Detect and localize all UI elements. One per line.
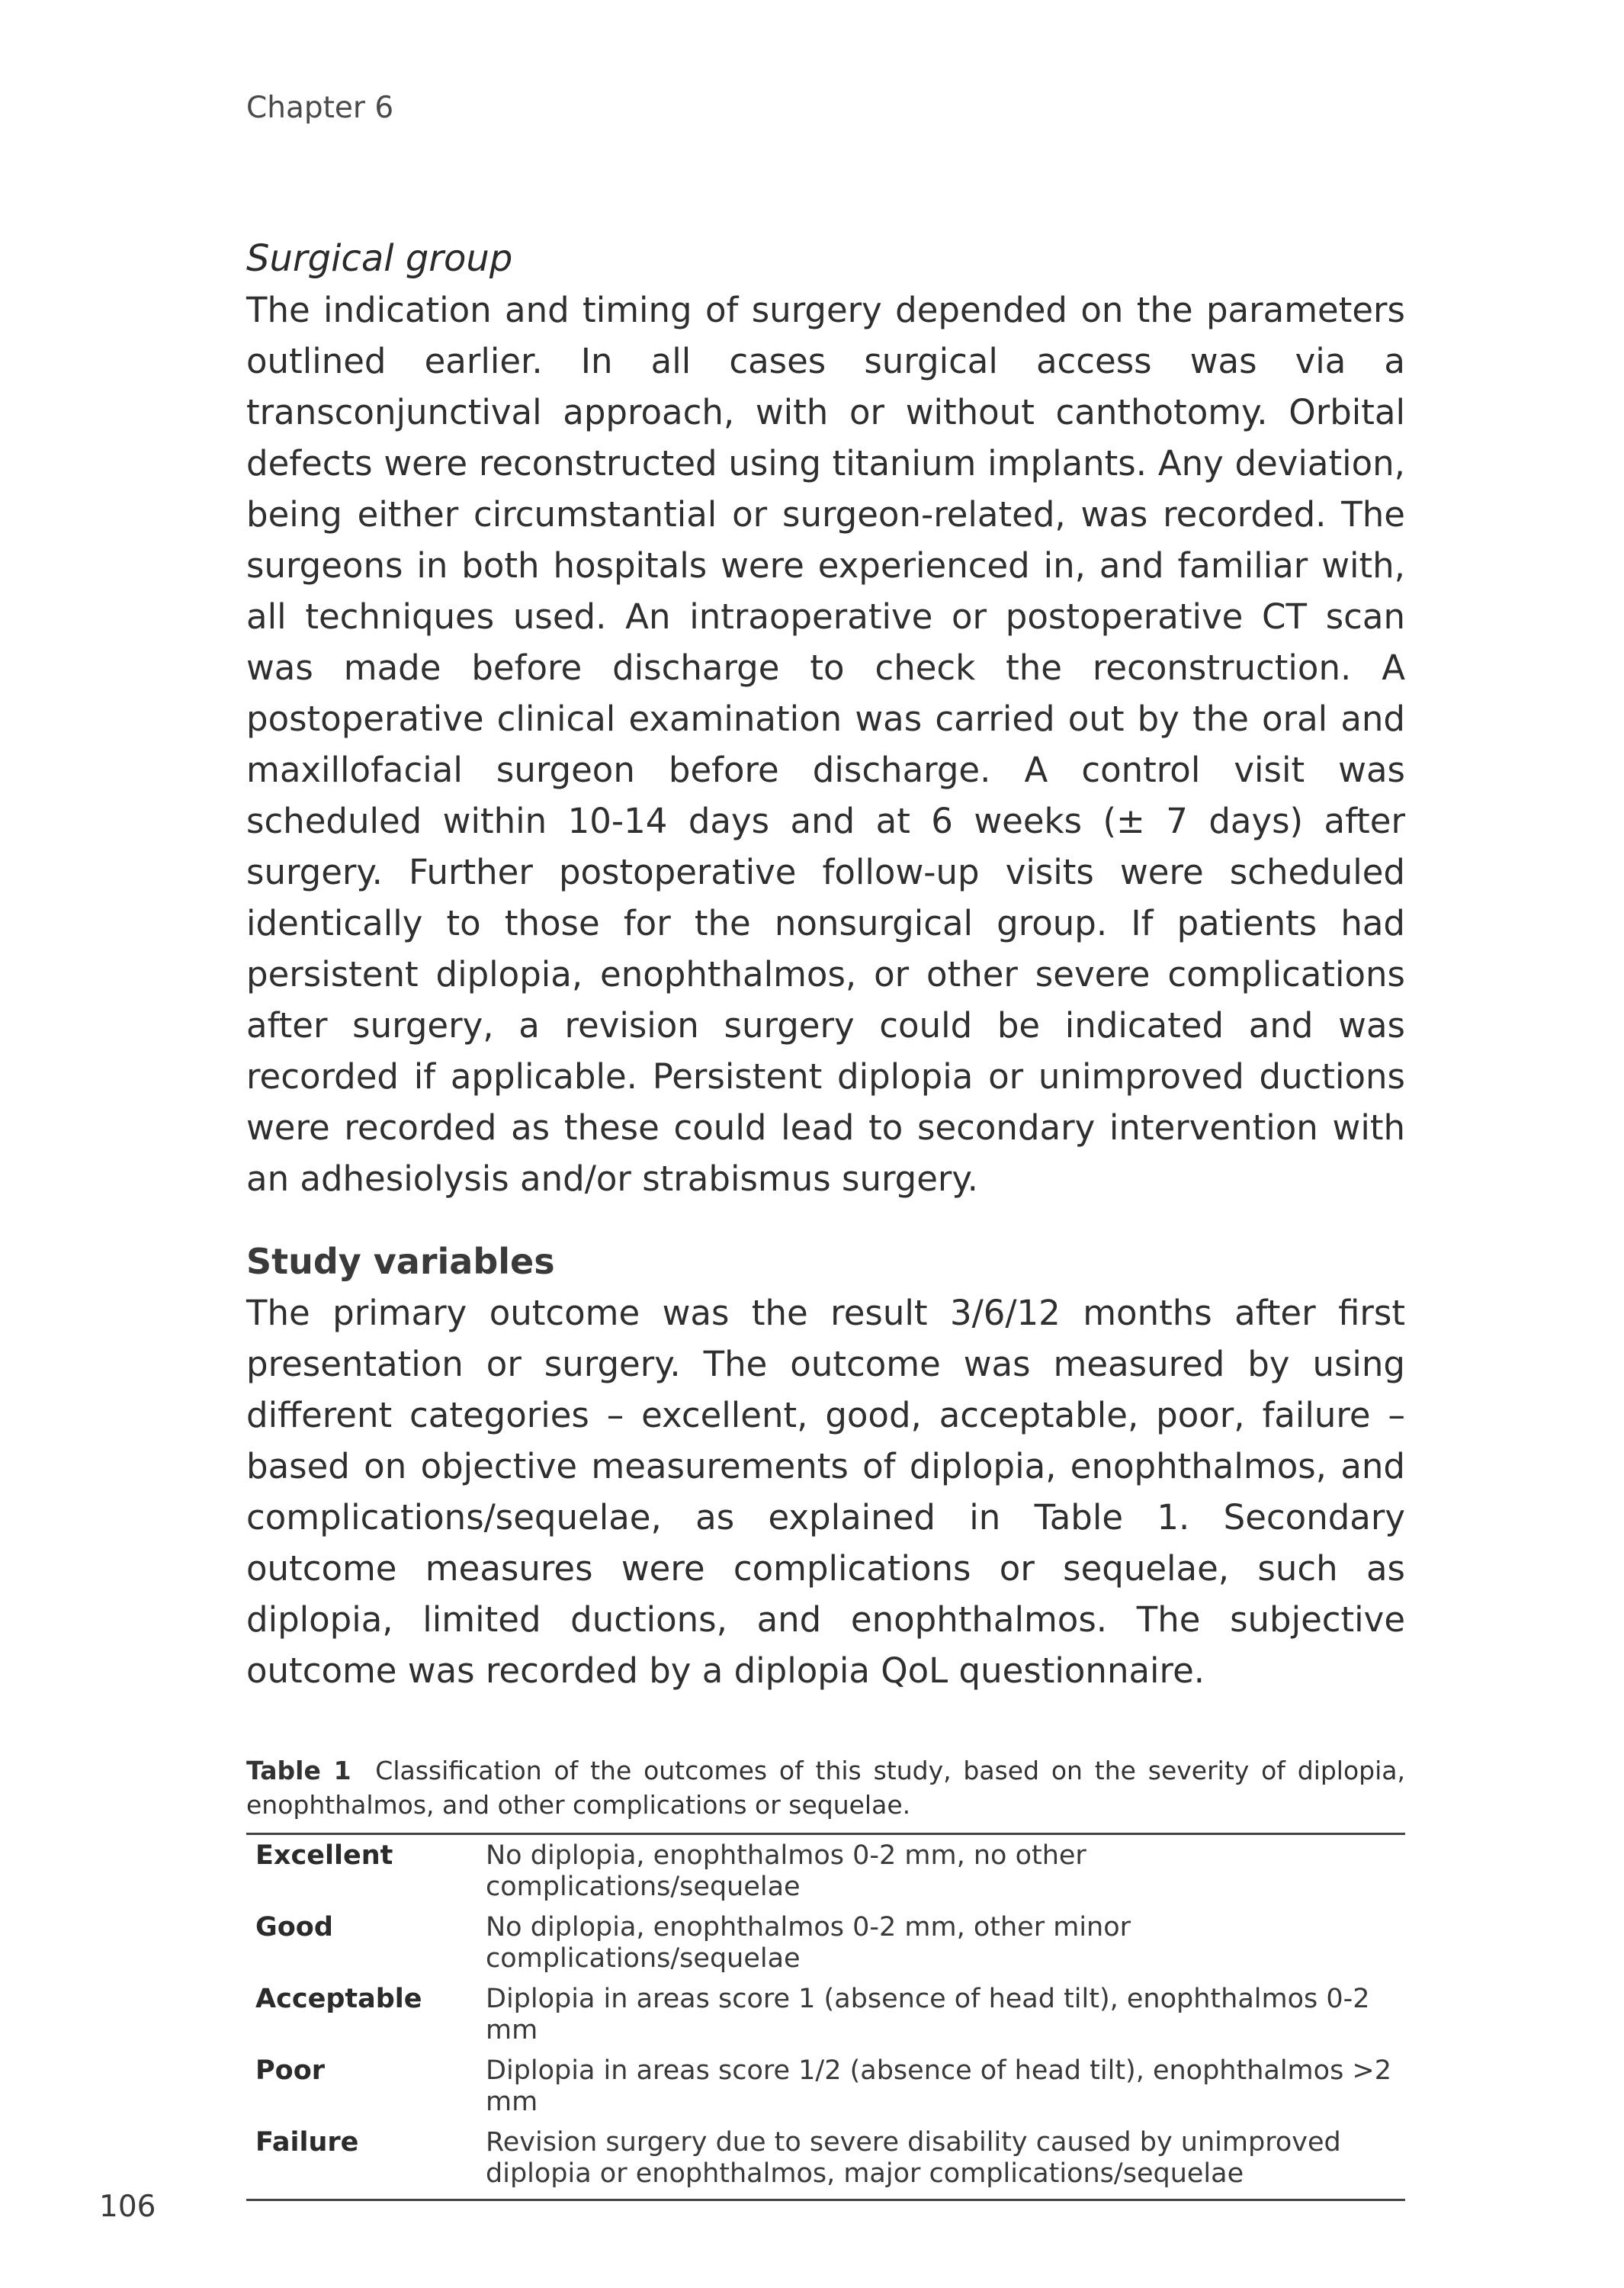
- outcome-description: Revision surgery due to severe disability caused by unimproved diplopia or enophthalmos, major complications/sequelae: [486, 2127, 1341, 2189]
- outcome-category: Failure: [255, 2127, 359, 2158]
- outcome-description: Diplopia in areas score 1 (absence of head tilt), enophthalmos 0-2 mm: [486, 1984, 1370, 2045]
- table-row: [246, 1980, 1405, 2052]
- table-row: [246, 2123, 1405, 2200]
- outcome-description: Diplopia in areas score 1/2 (absence of head tilt), enophthalmos >2 mm: [486, 2055, 1392, 2117]
- page-number: 106: [99, 2190, 156, 2224]
- table-row: [246, 1908, 1405, 1980]
- page-body: [246, 233, 1405, 2201]
- table-row: [246, 2052, 1405, 2123]
- outcome-category: Good: [255, 1912, 333, 1943]
- study-variables-paragraph: The primary outcome was the result 3/6/12 months after first presentation or surgery. The outcome was measured by using different categories – excellent, good, acceptable, poor, failure – based on objective measurements of diplopia, enophthalmos, and complications/sequelae, as explained in Table 1. Secondary outcome measures were complications or sequelae, such as diplopia, limited ductions, and enophthalmos. The subjective outcome was recorded by a diplopia QoL questionnaire.: [246, 1293, 1405, 1691]
- running-head: Chapter 6: [246, 91, 394, 125]
- table-caption: [246, 1753, 1405, 1822]
- table-row: [246, 1834, 1405, 1909]
- outcome-category: Excellent: [255, 1840, 393, 1871]
- outcomes-table: [246, 1833, 1405, 2201]
- outcome-description: No diplopia, enophthalmos 0-2 mm, no other complications/sequelae: [486, 1840, 1086, 1902]
- outcome-category: Acceptable: [255, 1984, 422, 2014]
- outcome-description: No diplopia, enophthalmos 0-2 mm, other minor complications/sequelae: [486, 1912, 1131, 1974]
- table-label: Table 1: [246, 1756, 351, 1785]
- table-caption-text: Classification of the outcomes of this study, based on the severity of diplopia, enophthalmos, and other complications or sequelae.: [246, 1756, 1405, 1820]
- surgical-group-paragraph: The indication and timing of surgery depended on the parameters outlined earlier. In all cases surgical access was via a transconjunctival approach, with or without canthotomy. Orbital defects were reconstructed using titanium implants. Any deviation, being either circumstantial or surgeon-related, was recorded. The surgeons in both hospitals were experienced in, and familiar with, all techniques used. An intraoperative or postoperative CT scan was made before discharge to check the reconstruction. A postoperative clinical examination was carried out by the oral and maxillofacial surgeon before discharge. A control visit was scheduled within 10-14 days and at 6 weeks (± 7 days) after surgery. Further postoperative follow-up visits were scheduled identically to those for the nonsurgical group. If patients had persistent diplopia, enophthalmos, or other severe complications after surgery, a revision surgery could be indicated and was recorded if applicable. Persistent diplopia or unimproved ductions were recorded as these could lead to secondary intervention with an adhesiolysis and/or strabismus surgery.: [246, 290, 1405, 1199]
- outcome-category: Poor: [255, 2055, 326, 2086]
- surgical-group-heading: Surgical group: [246, 237, 513, 280]
- study-variables-heading: Study variables: [246, 1241, 555, 1282]
